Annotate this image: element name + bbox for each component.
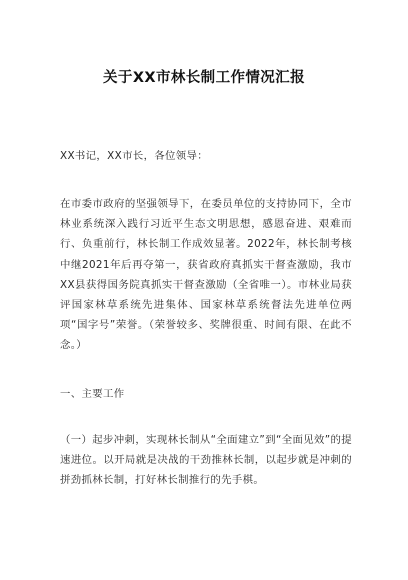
document-title: 关于XX市林长制工作情况汇报 xyxy=(103,70,305,86)
greeting-line: XX书记，XX市长，各位领导： xyxy=(60,150,209,162)
section-paragraph: （一）起步冲刺，实现林长制从“全面建立”到“全面见效”的提速进位。以开局就是决战的干劲推林长制，以起步就是冲刺的拼劲抓林长制，打好林长制推行的先手棋。 xyxy=(60,434,352,487)
intro-paragraph: 在市委市政府的坚强领导下，在委员单位的支持协同下，全市林业系统深入践行习近平生态文明思想，感恩奋进、艰难而行、负重前行，林长制工作成效显著。2022年，林长制考核中继2021年后再夺第一，获省政府真抓实干督查激励，我市XX县获得国务院真抓实干督查激励（全省唯一）。市林业局获评国家林草系统先进集体、国家林草系统督法先进单位两项“国字号”荣誉。（荣誉较多、奖牌很重、时间有限、在此不念。） xyxy=(60,198,352,352)
section-heading: 一、主要工作 xyxy=(60,388,125,400)
